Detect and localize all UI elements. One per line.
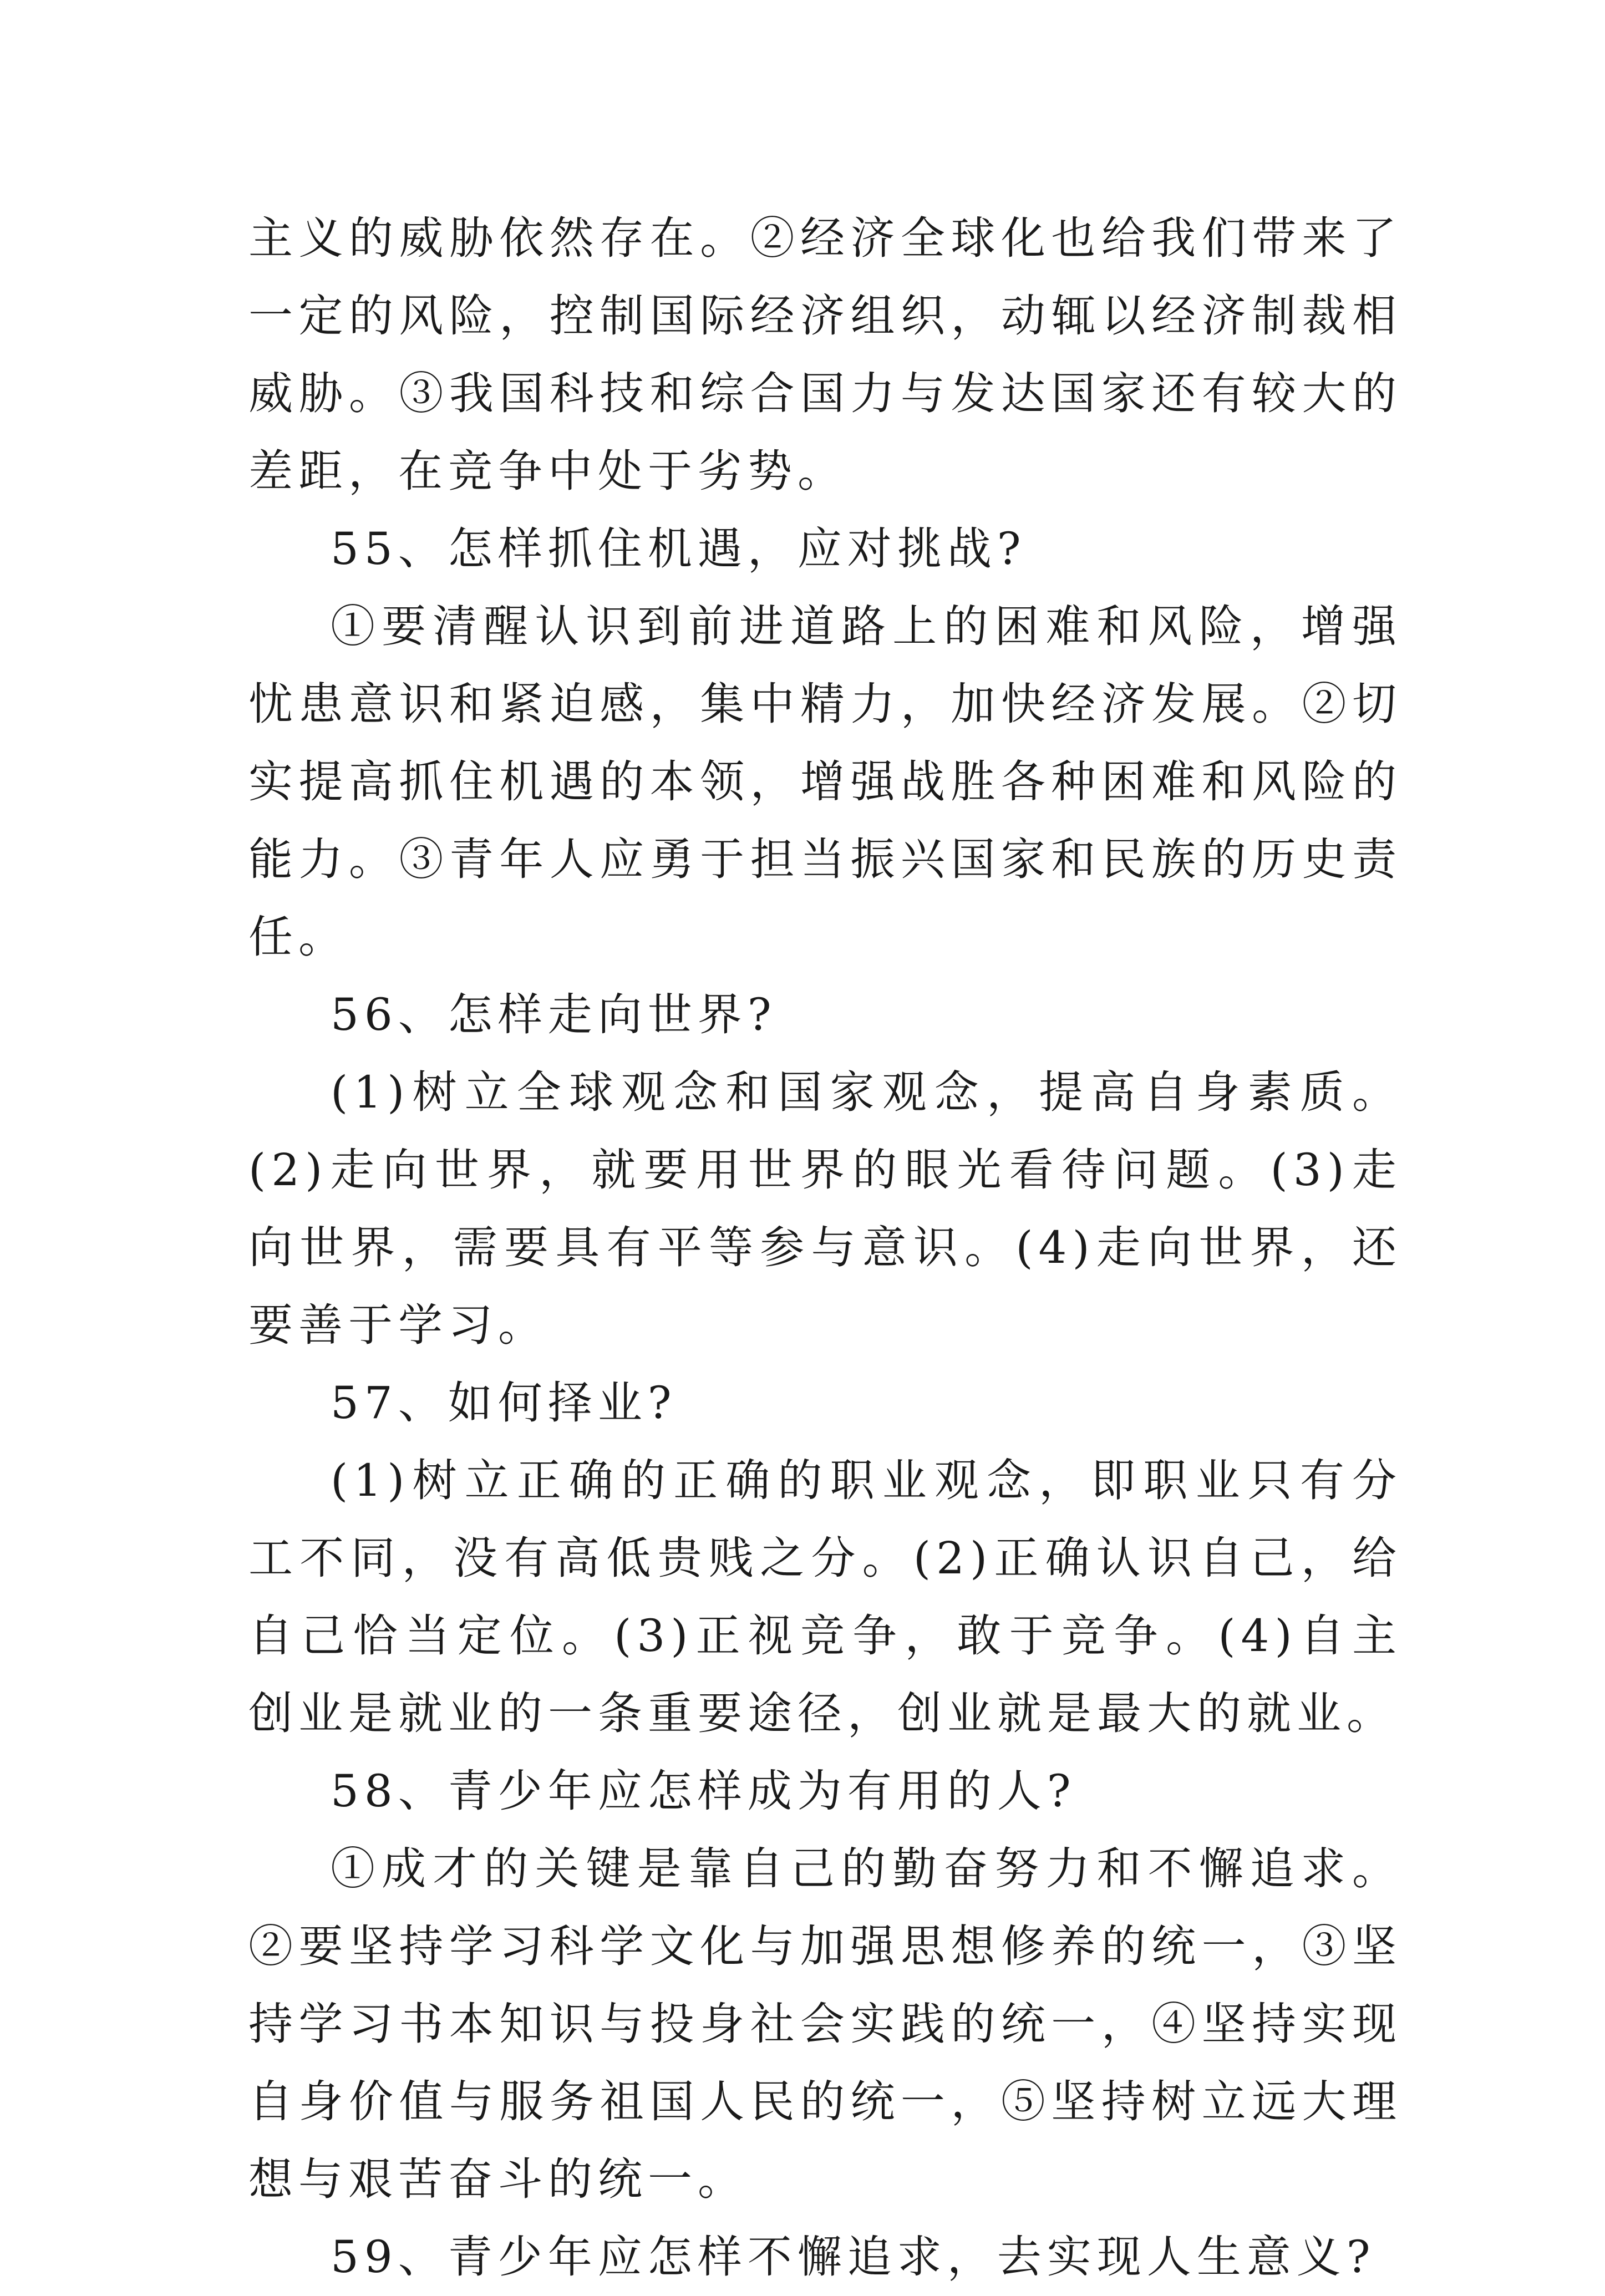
answer-58: ①成才的关键是靠自己的勤奋努力和不懈追求。②要坚持学习科学文化与加强思想修养的统一，③坚持学习书本知识与投身社会实践的统一，④坚持实现自身价值与服务祖国人民的统一，⑤坚持树立远大理想与艰苦奋斗的统一。 bbox=[248, 1843, 1402, 2205]
question-58: 58、青少年应怎样成为有用的人? bbox=[331, 1765, 1076, 1817]
question-55: 55、怎样抓住机遇，应对挑战? bbox=[331, 523, 1027, 575]
paragraph-continuation: 主义的威胁依然存在。②经济全球化也给我们带来了一定的风险，控制国际经济组织，动辄以经济制裁相威胁。③我国科技和综合国力与发达国家还有较大的差距，在竞争中处于劣势。 bbox=[248, 212, 1402, 497]
answer-57: (1)树立正确的正确的职业观念，即职业只有分工不同，没有高低贵贱之分。(2)正确认识自己，给自己恰当定位。(3)正视竞争，敢于竞争。(4)自主创业是就业的一条重要途径，创业就是最大的就业。 bbox=[248, 1455, 1402, 1739]
question-57: 57、如何择业? bbox=[331, 1377, 677, 1429]
answer-56: (1)树立全球观念和国家观念，提高自身素质。(2)走向世界，就要用世界的眼光看待问题。(3)走向世界，需要具有平等参与意识。(4)走向世界，还要善于学习。 bbox=[248, 1066, 1402, 1351]
question-59: 59、青少年应怎样不懈追求，去实现人生意义? bbox=[331, 2231, 1376, 2283]
question-56: 56、怎样走向世界? bbox=[331, 989, 777, 1040]
document-page bbox=[248, 200, 1402, 2296]
answer-55: ①要清醒认识到前进道路上的困难和风险，增强忧患意识和紧迫感，集中精力，加快经济发展。②切实提高抓住机遇的本领，增强战胜各种困难和风险的能力。③青年人应勇于担当振兴国家和民族的历史责任。 bbox=[248, 601, 1402, 963]
